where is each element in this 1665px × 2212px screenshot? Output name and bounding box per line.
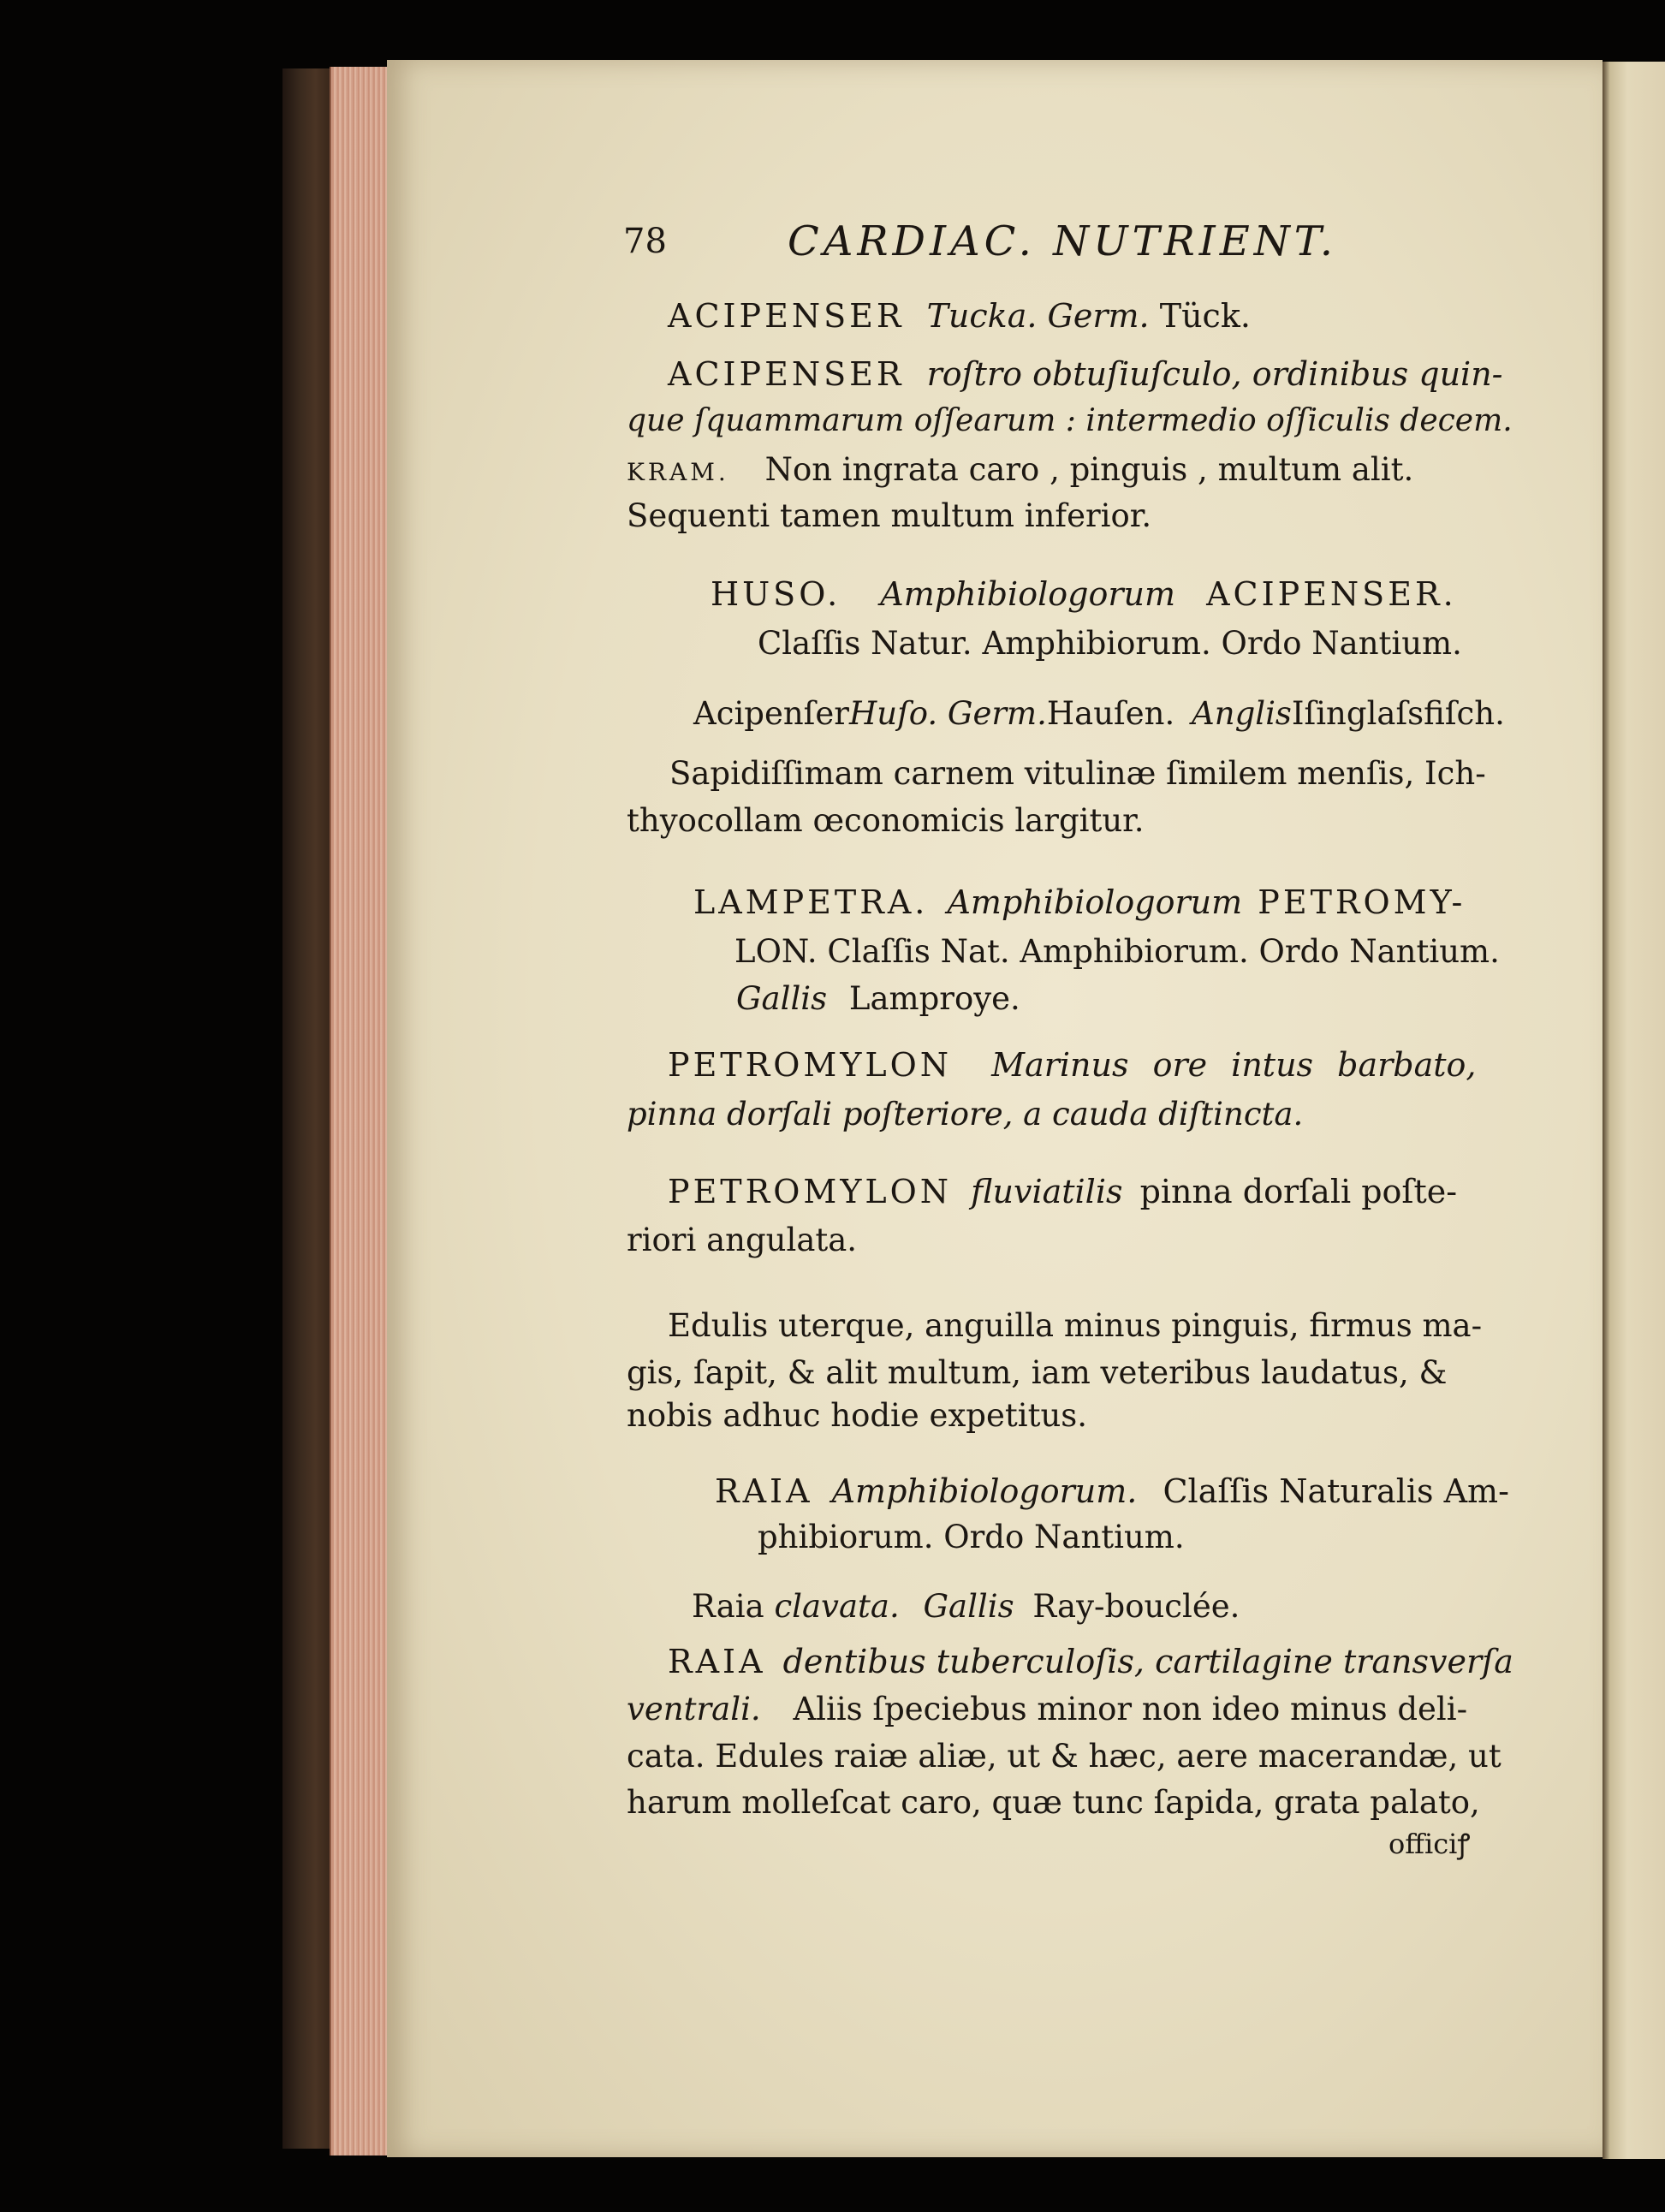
edulis-line3: nobis adhuc hodie expetitus. [627, 1397, 1088, 1434]
entry-huso-line2: Claſſis Natur. Amphibiorum. Ordo Nantium. [758, 625, 1462, 662]
entry-raia-desc-line4: harum molleſcat caro, quæ tunc ſapida, grata palato, [627, 1784, 1480, 1821]
italic-term: ventrali. [627, 1691, 761, 1727]
entry-raia-clavata [692, 1588, 1240, 1625]
italic-term: Gallis [923, 1588, 1014, 1625]
edulis-line2: gis, ſapit, & alit multum, iam veteribus laudatus, & [627, 1354, 1448, 1391]
italic-term: clavata. [774, 1588, 900, 1625]
catchword: officiꝭ [1388, 1828, 1471, 1860]
entry-acipenser-desc-line3 [627, 451, 1414, 488]
genus-name: HUSO. [711, 575, 841, 613]
entry-raia-line1 [715, 1472, 1509, 1510]
facing-page-edge [1603, 62, 1665, 2159]
entry-raia-line2: phibiorum. Ordo Nantium. [758, 1519, 1185, 1555]
vernacular-name: Hauſen. [1046, 695, 1175, 732]
italic-term: Amphibiologorum [880, 575, 1175, 613]
author-abbrev: KRAM. [627, 458, 729, 486]
entry-lampetra-line1 [693, 883, 1466, 921]
genus-name: RAIA [715, 1472, 813, 1510]
italic-term: Gallis [736, 980, 828, 1017]
entry-acipenser-tucka [668, 297, 1251, 335]
page-number: 78 [623, 222, 667, 261]
entry-petromylon-marinus-line2: pinna dorſali poſteriore, a cauda diſtincta. [627, 1096, 1304, 1133]
body-text: Acipenſer [693, 695, 849, 732]
genus-name: RAIA [668, 1643, 766, 1680]
genus-name: ACIPENSER. [1206, 575, 1457, 613]
genus-name: ACIPENSER [668, 355, 905, 393]
vernacular-name: Ray-bouclée. [1032, 1588, 1240, 1625]
italic-diagnosis: dentibus tuberculoſis, cartilagine transverſa [782, 1643, 1513, 1680]
vernacular-name: Tück. [1159, 297, 1251, 335]
italic-term: fluviatilis [971, 1173, 1123, 1210]
edulis-line1: Edulis uterque, anguilla minus pinguis, firmus ma- [668, 1307, 1483, 1344]
body-text: Aliis ſpeciebus minor non ideo minus deli- [793, 1691, 1468, 1727]
entry-huso-desc-line1: Sapidiſſimam carnem vitulinæ ſimilem menſis, Ich- [669, 755, 1486, 792]
entry-acipenser-desc-line1 [668, 355, 1503, 393]
running-head: CARDIAC. NUTRIENT. [788, 217, 1337, 265]
entry-acipenser-desc-line2: que ſquammarum oſſearum : intermedio oſſiculis decem. [627, 403, 1513, 438]
genus-name: PETROMYLON [668, 1046, 953, 1084]
genus-name: PETROMY- [1258, 883, 1466, 921]
vernacular-name: Iſinglaſsfiſch. [1291, 695, 1505, 732]
italic-term: Anglis [1192, 695, 1292, 732]
entry-lampetra-line3 [736, 980, 1020, 1017]
italic-diagnosis: roſtro obtuſiuſculo, ordinibus quin- [926, 355, 1503, 393]
entry-petromylon-fluviatilis-line1 [668, 1175, 1457, 1208]
entry-huso-line1 [711, 575, 1457, 613]
genus-name: ACIPENSER [668, 297, 905, 335]
entry-raia-desc-line3: cata. Edules raiæ aliæ, ut & hæc, aere macerandæ, ut [627, 1738, 1501, 1775]
body-text: pinna dorſali poſte- [1139, 1173, 1458, 1210]
entry-petromylon-marinus-line1 [668, 1046, 1477, 1084]
italic-term: Huſo. Germ. [848, 695, 1047, 732]
genus-name: LAMPETRA. [693, 883, 929, 921]
body-text: Claſſis Naturalis Am- [1163, 1472, 1509, 1510]
body-text: Non ingrata caro , pinguis , multum alit. [764, 451, 1414, 488]
body-text: Raia [692, 1588, 764, 1625]
entry-raia-desc-line1 [668, 1645, 1513, 1678]
entry-acipenser-desc-line4: Sequenti tamen multum inferior. [627, 497, 1152, 534]
italic-diagnosis: Marinus ore intus barbato, [991, 1046, 1477, 1084]
entry-huso-desc-line2: thyocollam œconomicis largitur. [627, 802, 1145, 839]
entry-acipenser-huso [693, 695, 1505, 732]
italic-term: Amphibiologorum [947, 883, 1243, 921]
vernacular-name: Lamproye. [848, 980, 1020, 1017]
italic-term: Amphibiologorum. [831, 1472, 1138, 1510]
entry-petromylon-fluviatilis-line2: riori angulata. [627, 1222, 858, 1258]
page-edges [330, 67, 391, 2156]
genus-name: PETROMYLON [668, 1173, 953, 1210]
entry-lampetra-line2: LON. Claſſis Nat. Amphibiorum. Ordo Nantium. [734, 933, 1500, 970]
entry-raia-desc-line2 [627, 1693, 1467, 1725]
italic-term: Tucka. Germ. [926, 297, 1150, 335]
